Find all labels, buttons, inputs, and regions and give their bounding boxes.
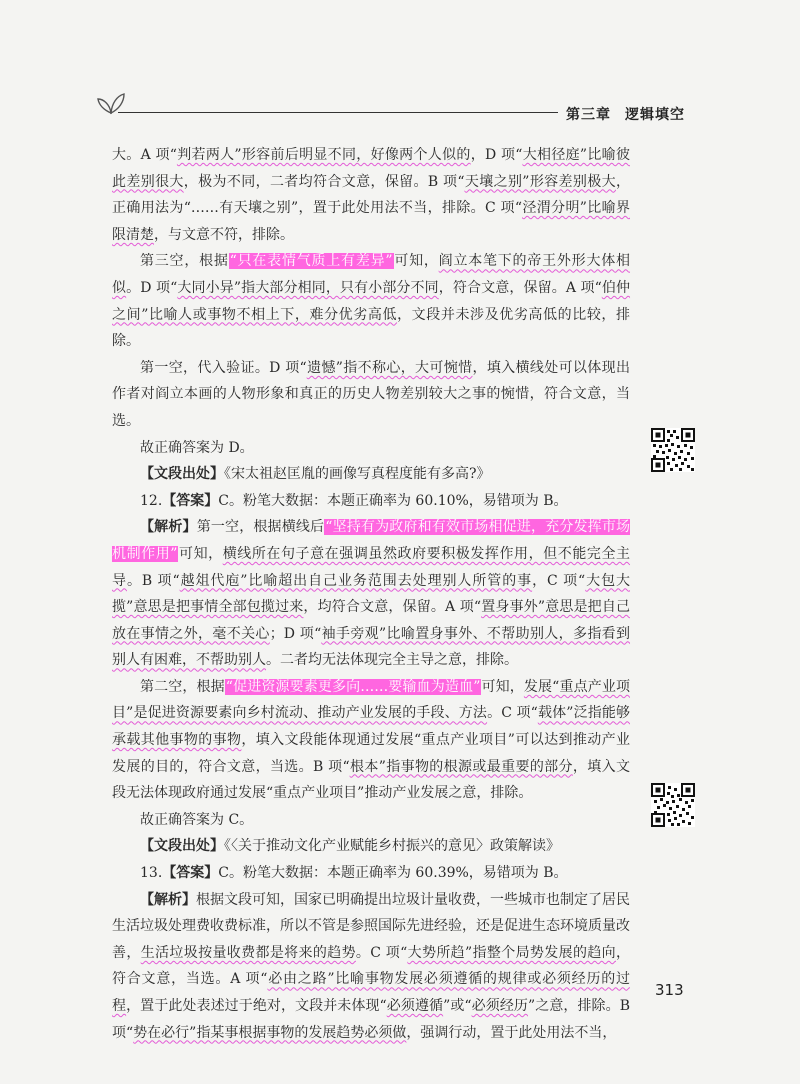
section-label: 逻辑填空 [625,107,685,123]
answer-tag: 【答案】 [162,492,219,509]
underlined-text: 根本”指事物的根源或最重要的部分 [349,758,573,775]
qr-code-icon[interactable] [651,783,695,827]
text-run: ，文段并未涉及优劣高低的比较，排除。 [112,306,631,350]
underlined-text: 袖手旁观”比喻置身事外、不帮助别人，多指看到别人有困难，不帮助别人 [112,625,631,669]
source-line [112,833,630,860]
text-run: 根据文段可知，国家已明确提出垃圾计量收费，一些城市也制定了居民生活垃圾处理费收费标准，所以不管是参照国际先进经验，还是促进生态环境质量改善， [112,891,630,961]
text-run: 。B 项“ [126,572,180,589]
chapter-label: 第三章 [566,107,611,123]
question-answer-13 [112,860,630,887]
underlined-text: 大包大揽”意思是把事情全部包揽过来 [112,572,631,616]
paragraph [112,142,630,248]
text-run: 第二空，根据 [140,678,225,695]
underlined-text: 判若两人”形容前后明显不同，好像两个人似的 [176,147,471,163]
paragraph [112,248,630,354]
question-number: 12. [140,492,163,509]
page-header [0,0,800,140]
source-title: 《宋太祖赵匡胤的画像写真程度能有多高?》 [224,466,491,483]
underlined-text: 载体”泛指能够承载其他事物的事物 [112,705,630,749]
text-run: 。C 项“ [355,944,408,961]
text-run: ”之意，排除。B 项“ [112,998,631,1041]
text-run: 。D 项“ [126,279,178,296]
answer-text: C。粉笔大数据：本题正确率为 60.10%，易错项为 B。 [218,492,568,509]
text-run: ；D 项“ [269,625,322,642]
text-run: ，符合文意，保留。A 项“ [438,279,602,296]
text-run: 第三空，根据 [140,253,229,270]
question-number: 13. [140,865,163,882]
paragraph [112,355,630,435]
source-title: 《〈关于推动文化产业赋能乡村振兴的意见〉政策解读》 [224,838,560,855]
underlined-text: 必须经历 [471,998,528,1014]
analysis-tag: 【解析】 [140,891,196,908]
analysis-tag: 【解析】 [140,519,197,536]
question-answer-12 [112,488,630,515]
page-number: 313 [655,981,684,999]
underlined-text: 势在必行”指某事根据事物的发展趋势必须做 [133,1024,407,1041]
underlined-text: 大相径庭”比喻彼此差别很大 [112,147,630,190]
text-run: 可知， [393,253,439,270]
chapter-heading [566,104,685,124]
paragraph [112,514,630,674]
text-run: ，极为不同，二者均符合文意，保留。B 项“ [183,173,465,190]
header-rule [118,112,558,113]
text-run: 第一空，代入验证。D 项“ [140,359,307,376]
source-tag: 【文段出处】 [140,466,224,483]
paragraph [112,674,630,807]
underlined-text: 必由之路”比喻事物发展必须遵循的规律或必须经历的过程 [112,971,630,1014]
highlighted-text: “坚持有为政府和有效市场相促进，充分发挥市场机制作用” [112,519,630,562]
text-run: ，与文意不符，排除。 [154,226,294,243]
text-run: ，填入横线处可以体现出作者对阎立本画的人物形象和真正的历史人物差别较大之事的惋惜，符合文意，当选。 [112,359,630,429]
page-content [112,142,630,1046]
text-run: ，D 项“ [470,147,523,163]
text-run: 可知， [481,678,524,695]
underlined-text: 阎立本笔下的帝王外形大体相似 [112,253,631,296]
text-run: 。C 项“ [487,705,538,722]
text-run: ，填入文段能体现通过发展“重点产业项目”可以达到推动产业发展的目的，符合文意，当选。B 项“ [112,732,630,775]
underlined-text: 生活垃圾按量收费都是将来的趋势 [140,944,356,961]
underlined-text: 必须遵循 [386,998,444,1014]
text-run: ，均符合文意，保留。A 项“ [303,599,482,616]
text-run: ，强调行动，置于此处用法不当， [406,1024,617,1041]
qr-code-icon[interactable] [651,428,695,472]
underlined-text: 泾渭分明”比喻界限清楚 [112,200,630,243]
underlined-text: 遗憾”指不称心，大可惋惜 [306,359,473,376]
underlined-text: 置身事外”意思是把自己放在事情之外，毫不关心 [112,599,630,642]
text-run: ，符合文意，当选。A 项“ [112,944,631,988]
text-run: 可知， [178,545,223,562]
underlined-text: 横线所在句子意在强调虽然政府要积极发挥作用，但不能完全主导 [112,545,631,589]
paragraph [112,887,630,1047]
text-run: 。二者均无法体现完全主导之意，排除。 [266,652,518,669]
source-tag: 【文段出处】 [140,838,224,855]
underlined-text: 越俎代庖”比喻超出自己业务范围去处理别人所管的事 [179,572,533,589]
text-run: ，置于此处表述过于绝对，文段并未体现“ [126,998,387,1014]
text-run: ，正确用法为“……有天壤之别”，置于此处用法不当，排除。C 项“ [112,173,630,217]
answer-text: C。粉笔大数据：本题正确率为 60.39%，易错项为 B。 [218,865,568,882]
text-run: ，填入文段无法体现政府通过发展“重点产业项目”推动产业发展之意，排除。 [112,758,630,802]
underlined-text: 发展“重点产业项目”是促进资源要素向乡村流动、推动产业发展的手段、方法 [112,678,630,722]
underlined-text: 大势所趋”指整个局势发展的趋向 [407,944,617,961]
text-run: ，C 项“ [532,572,586,589]
underlined-text: 天壤之别”形容差别极大 [464,173,616,190]
underlined-text: 伯仲之间”比喻人或事物不相上下，难分优劣高低 [112,279,631,323]
answer-line: 故正确答案为 D。 [140,439,254,456]
source-line [112,461,630,488]
answer-tag: 【答案】 [162,865,219,882]
text-run: ”或“ [443,998,472,1014]
underlined-text: 大同小异”指大部分相同，只有小部分不同 [177,279,439,296]
text-run: 大。A 项“ [112,147,177,163]
highlighted-text: “只在表情气质上有差异” [229,253,393,270]
answer-line: 故正确答案为 C。 [140,811,254,828]
text-run: 第一空，根据横线后 [196,519,325,536]
highlighted-text: “促进资源要素更多向……要输血为造血” [225,678,481,695]
